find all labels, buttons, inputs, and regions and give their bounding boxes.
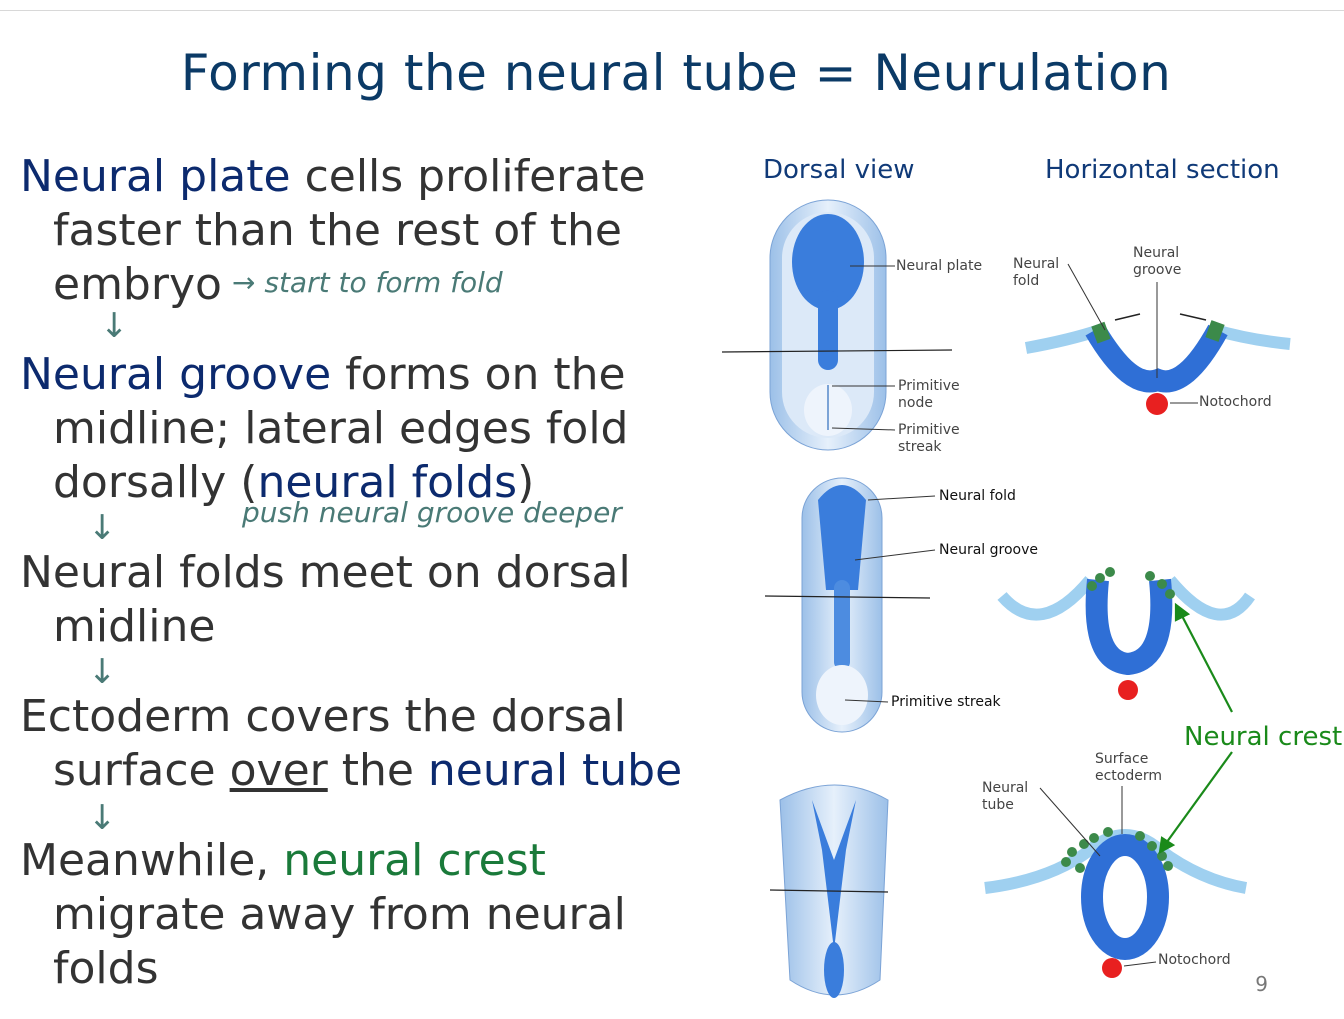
label-neural-fold: Neural fold: [939, 488, 1016, 504]
label-leader: [1040, 788, 1100, 856]
term-neural-plate: Neural plate: [20, 151, 291, 202]
label-text: Surface: [1095, 751, 1149, 767]
label-text: fold: [1013, 273, 1040, 289]
slide-title: Forming the neural tube = Neurulation: [180, 44, 1172, 102]
handwritten-note-push-groove: push neural groove deeper: [242, 496, 622, 529]
label-neural-plate: Neural plate: [896, 258, 983, 274]
label-primitive-node: [898, 378, 960, 412]
label-neural-fold-section: [1013, 256, 1059, 290]
underlined-word: over: [229, 745, 328, 796]
bullet-text: forms on the: [331, 349, 626, 400]
label-primitive-streak-2: Primitive streak: [891, 694, 1001, 710]
label-neural-groove: Neural groove: [939, 542, 1038, 558]
bullet-text: the: [327, 745, 428, 796]
bullet-text: midline: [53, 601, 216, 652]
handwritten-down-arrow-icon: ↓: [100, 306, 129, 346]
bullet-text: cells proliferate: [290, 151, 646, 202]
bullet-text: Ectoderm covers the dorsal: [20, 691, 626, 742]
label-text: groove: [1133, 262, 1182, 278]
bullet-text: Neural folds meet on dorsal: [20, 547, 631, 598]
label-text: Neural: [982, 780, 1029, 796]
label-text: Primitive: [898, 378, 960, 394]
bullet-text: dorsally (: [53, 457, 258, 508]
bullet-text: folds: [53, 943, 159, 994]
label-primitive-streak: [898, 422, 960, 456]
handwritten-note-start-fold: → start to form fold: [232, 266, 503, 299]
label-neural-tube: [982, 780, 1028, 814]
label-text: tube: [982, 797, 1014, 813]
label-leader: [868, 496, 935, 500]
label-text: node: [898, 395, 933, 411]
term-neural-crest: neural crest: [283, 835, 546, 886]
label-neural-crest: Neural crest: [1184, 722, 1343, 752]
term-neural-tube: neural tube: [427, 745, 683, 796]
embryo-dorsal-2: [802, 478, 882, 732]
label-surface-ectoderm: [1095, 751, 1162, 785]
bullet-text: ): [517, 457, 535, 508]
embryo-dorsal-1: [770, 200, 886, 450]
handwritten-down-arrow-icon: ↓: [88, 798, 117, 838]
bullet-text: midline; lateral edges fold: [53, 403, 629, 454]
term-neural-folds: neural folds: [257, 457, 518, 508]
bullet-text: migrate away from neural: [53, 889, 626, 940]
label-text: Primitive: [898, 422, 960, 438]
label-text: Neural: [1133, 245, 1180, 261]
label-notochord-1: Notochord: [1199, 394, 1272, 410]
bullet-text: faster than the rest of the: [53, 205, 622, 256]
bullet-text: Meanwhile,: [20, 835, 284, 886]
label-text: Neural: [1013, 256, 1060, 272]
label-notochord-2: Notochord: [1158, 952, 1231, 968]
label-neural-groove-section: [1133, 245, 1181, 279]
label-leader: [1124, 962, 1156, 966]
label-leader: [1068, 264, 1105, 330]
dorsal-view-heading: Dorsal view: [763, 155, 915, 185]
page-number: 9: [1255, 972, 1268, 996]
handwritten-down-arrow-icon: ↓: [88, 508, 117, 548]
bullet-text: embryo: [53, 259, 222, 310]
term-neural-groove: Neural groove: [20, 349, 332, 400]
horizontal-section-heading: Horizontal section: [1045, 155, 1280, 185]
bullet-text: surface: [53, 745, 230, 796]
label-text: streak: [898, 439, 942, 455]
handwritten-down-arrow-icon: ↓: [88, 652, 117, 692]
section-neural-folds: [1002, 567, 1250, 700]
label-text: ectoderm: [1095, 768, 1163, 784]
